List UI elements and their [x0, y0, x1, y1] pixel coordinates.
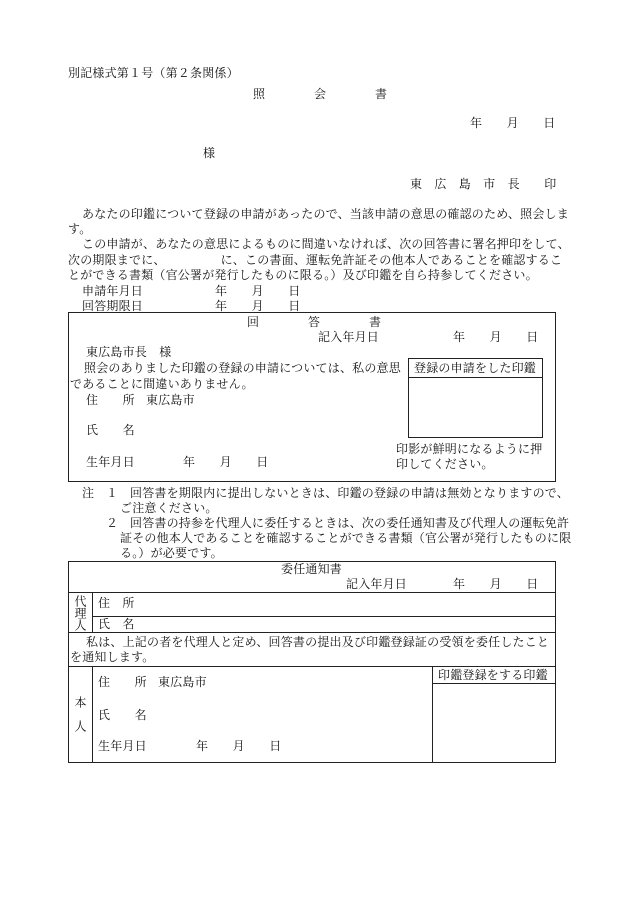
reply-seal-box-divider: [408, 377, 543, 378]
reply-birth-date-value: 年 月 日: [183, 455, 269, 469]
delegation-form-title: 委任通知書: [281, 562, 343, 576]
note1-line1: 回答書を期限内に提出しないときは、印鑑の登録の申請は無効となりますので、: [130, 486, 569, 500]
application-date-value: 年 月 日: [215, 284, 301, 298]
reply-addressee: 東広島市長 様: [86, 345, 172, 359]
document-title: 照 会 書: [253, 87, 388, 101]
reply-statement-line2: であることに間違いありません。: [70, 377, 254, 391]
delegation-statement-line1: 私は、上記の者を代理人と定め、回答書の提出及び印鑑登録証の受領を委任したこと: [86, 635, 550, 649]
principal-seal-box-line: [432, 666, 433, 763]
note1-number: １: [106, 486, 119, 500]
agent-row-divider: [92, 616, 556, 617]
note2-line3: る。）が必要です。: [120, 546, 223, 560]
principal-address-value: 東広島市: [158, 675, 207, 689]
principal-section-top-line: [68, 666, 556, 667]
delegation-entry-date-label: 記入年月日: [346, 577, 408, 591]
deadline-date-label: 回答期限日: [82, 299, 144, 313]
principal-section-column-line: [92, 666, 93, 763]
reply-name-label: 氏 名: [86, 423, 135, 437]
note2-line1: 回答書の持参を代理人に委任するときは、次の委任通知書及び代理人の運転免許: [130, 516, 570, 530]
inquiry-paragraph1-line1: あなたの印鑑について登録の申請があったので、当該申請の意思の確認のため、照会しま: [82, 207, 569, 221]
reply-seal-box-title: 登録の申請をした印鑑: [414, 361, 537, 375]
inquiry-paragraph2-line3: とができる書類（官公署が発行したものに限る。）及び印鑑を自ら持参してください。: [68, 268, 538, 282]
note1-line2: ご注意ください。: [120, 501, 218, 515]
delegation-entry-date-value: 年 月 日: [453, 577, 539, 591]
principal-seal-box-title: 印鑑登録をする印鑑: [438, 668, 548, 682]
reply-entry-date-label: 記入年月日: [318, 330, 380, 344]
application-date-label: 申請年月日: [82, 284, 144, 298]
issuer: 東 広 島 市 長 印: [410, 177, 557, 191]
note2-line2: 証その他本人であることを確認することができる書類（官公署が発行したものに限: [120, 531, 572, 545]
delegation-statement-line2: を通知します。: [70, 650, 155, 664]
agent-section-bottom-line: [68, 632, 556, 633]
principal-name-label: 氏 名: [98, 708, 147, 722]
reply-address-label: 住 所: [86, 393, 135, 407]
agent-section-label: 代理人: [73, 595, 87, 631]
notes-label: 注: [82, 486, 95, 500]
reply-seal-note-line1: 印影が鮮明になるように押: [396, 442, 543, 456]
inquiry-paragraph2-line2: 次の期限までに、 に、この書面、運転免許証その他本人であることを確認するこ: [68, 253, 563, 267]
reply-seal-note-line2: 印してください。: [396, 457, 494, 471]
agent-name-label: 氏 名: [98, 617, 135, 631]
document-date: 年 月 日: [470, 116, 556, 130]
reply-birth-date-label: 生年月日: [86, 455, 135, 469]
inquiry-paragraph1-line2: す。: [68, 222, 92, 236]
agent-section-top-line: [68, 592, 556, 593]
principal-seal-box-divider: [432, 683, 556, 684]
inquiry-paragraph2-line1: この申請が、あなたの意思によるものに間違いなければ、次の回答書に署名押印をして、: [82, 237, 570, 251]
reply-address-value: 東広島市: [146, 393, 195, 407]
deadline-date-value: 年 月 日: [215, 299, 301, 313]
agent-section-column-line: [92, 592, 93, 632]
addressee-suffix: 様: [203, 146, 216, 160]
principal-address-label: 住 所: [98, 675, 147, 689]
reply-entry-date-value: 年 月 日: [453, 330, 539, 344]
form-number: 別記様式第１号（第２条関係）: [68, 66, 239, 80]
principal-birth-date-label: 生年月日: [98, 739, 147, 753]
note2-number: ２: [106, 516, 119, 530]
principal-section-label: 本人: [73, 696, 87, 744]
agent-address-label: 住 所: [98, 596, 135, 610]
reply-statement-line1: 照会のありました印鑑の登録の申請については、私の意思: [84, 361, 401, 375]
reply-form-title: 回 答 書: [247, 315, 382, 329]
principal-birth-date-value: 年 月 日: [196, 739, 282, 753]
